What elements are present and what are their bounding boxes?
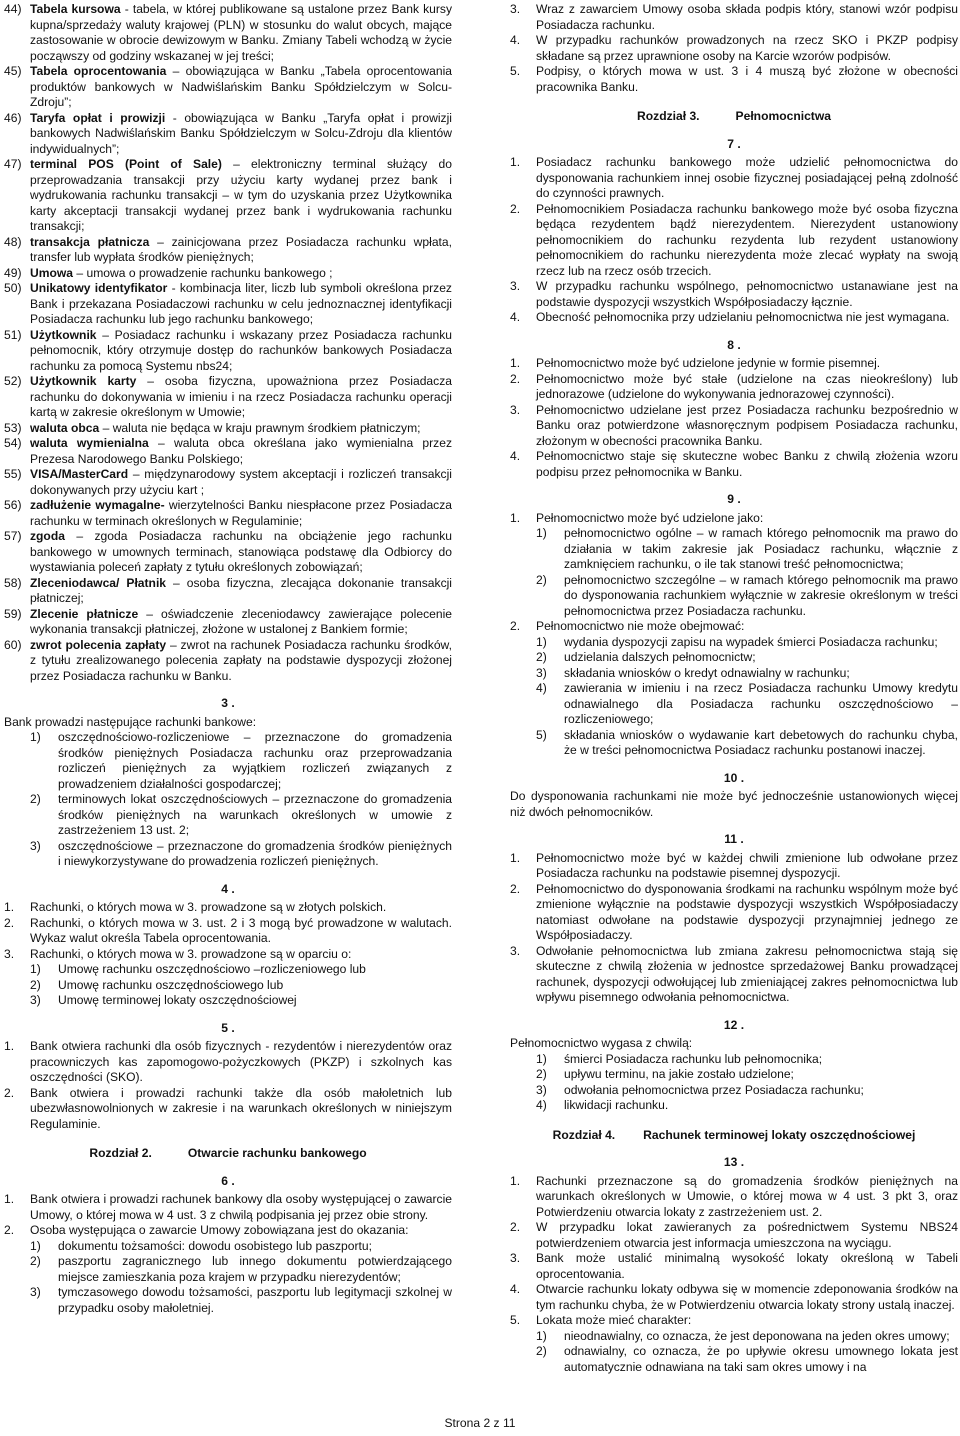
- list-item: 5) składania wniosków o wydawanie kart debetowych do rachunku chyba, że w treści pełnomocnictwa Posiadacz rachunku postanowi inaczej.: [536, 727, 958, 757]
- list-item: 1. Pełnomocnictwo może być udzielone jako:: [510, 510, 764, 525]
- definition-text: [30, 638, 452, 685]
- list-item: 1) nieodnawialny, co oznacza, że jest deponowana na jeden okres umowy;: [536, 1328, 950, 1343]
- definition-body: – waluta obca określana jako wymienialna przez Prezesa Narodowego Banku Polskiego;: [30, 436, 452, 466]
- list-item: 1) śmierci Posiadacza rachunku lub pełnomocnika;: [536, 1051, 823, 1066]
- definition-text: [30, 111, 452, 158]
- list-item: 4) zawierania w imieniu i na rzecz Posiadacza rachunku Umowy kredytu odnawialnego dla Posiadacza rachunku oszczędnościowo –rozliczeniowego;: [536, 681, 958, 726]
- definition-number: 50): [4, 281, 22, 295]
- left-column: [4, 2, 452, 1316]
- definition-term: terminal POS (Point of Sale): [30, 157, 222, 171]
- definition-text: [30, 2, 452, 64]
- list-item: 2. Pełnomocnikiem Posiadacza rachunku bankowego może być osoba fizyczna będąca rezydentem bądź nierezydentem. Nierezydent ustanowiony pełnomocnikiem do rachunku rezydenta lub rezydent ustanowiony pełnomocnikiem do rachunku nierezydenta może zlecać wypłaty na swoją rzecz lub na rzecz osób trzecich.: [510, 201, 958, 278]
- definition-text: [30, 498, 452, 529]
- definition-number: 54): [4, 436, 22, 450]
- definition-item: [4, 467, 452, 498]
- chapter-title: Otwarcie rachunku bankowego: [187, 1146, 367, 1160]
- list-item: 2) upływu terminu, na jakie zostało udzielone;: [536, 1067, 794, 1081]
- list-item: 2. Rachunki, o których mowa w 3. ust. 2 i 3 mogą być prowadzone w walutach. Wykaz walut określa Tabela oprocentowania.: [4, 915, 452, 945]
- definition-item: [4, 498, 452, 529]
- chapter-title: Pełnomocnictwa: [735, 109, 831, 123]
- definition-number: 56): [4, 498, 22, 512]
- definition-term: Tabela kursowa: [30, 2, 121, 16]
- definition-term: Unikatowy identyfikator: [30, 281, 168, 295]
- list-item: 1. Bank otwiera i prowadzi rachunek bankowy dla osoby występującej o zawarcie Umowy, o której mowa w 4 ust. 3 z chwilą podpisania jej przez obie strony.: [4, 1192, 452, 1222]
- list-item: 4) likwidacji rachunku.: [536, 1098, 669, 1112]
- definition-body: - obowiązująca w Banku „Taryfa opłat i prowizji bankowych Nadwiślańskim Banku Spółdzielczym w Solcu-Zdroju dla klientów indywidualnych”;: [30, 110, 452, 156]
- definition-text: [30, 529, 452, 576]
- section-13-title: 13 .: [723, 1155, 745, 1169]
- definition-number: 48): [4, 234, 22, 249]
- list-item: 2. W przypadku lokat zawieranych za pośrednictwem Systemu NBS24 potwierdzeniem otwarcia jest informacja umieszczona na wyciągu.: [510, 1220, 958, 1250]
- list-item: 3) Umowę terminowej lokaty oszczędnościowej: [30, 993, 297, 1007]
- list-item: 1) wydania dyspozycji zapisu na wypadek śmierci Posiadacza rachunku;: [536, 634, 938, 649]
- definition-term: VISA/MasterCard: [30, 467, 129, 481]
- definition-item: [4, 2, 452, 64]
- definition-item: [4, 374, 452, 421]
- definition-item: [4, 235, 452, 266]
- list-item: 1) dokumentu tożsamości: dowodu osobistego lub paszportu;: [30, 1238, 372, 1253]
- definition-body: – zgoda Posiadacza rachunku na obciążenie jego rachunku bankowego w umownych terminach, stanowiąca podstawę dla Odbiorcy do wystawiania poleceń zapłaty z tytułu określonych zobowiązań;: [30, 529, 452, 574]
- definition-body: – elektroniczny terminal służący do przeprowadzania transakcji przy użyciu karty wydanej przez bank i wydrukowania rachunku transakcji – w tym do uzyskania przez Użytkownika karty akceptacji transakcji wydanej przez bank i wydrukowania rachunku transakcji;: [30, 157, 452, 233]
- page-number: Strona 2 z 11: [444, 1416, 516, 1430]
- list-item: 3) odwołania pełnomocnictwa przez Posiadacza rachunku;: [536, 1082, 864, 1097]
- list-item: 2. Osoba występująca o zawarcie Umowy zobowiązana jest do okazania:: [4, 1223, 409, 1237]
- list-item: 1) Umowę rachunku oszczędnościowo –rozliczeniowego lub: [30, 962, 366, 976]
- list-item: 4. Obecność pełnomocnika przy udzielaniu pełnomocnictwa nie jest wymagana.: [510, 310, 950, 324]
- chapter-3-heading: [510, 109, 958, 125]
- section-12-title: 12 .: [723, 1017, 745, 1032]
- list-item: 2) udzielania dalszych pełnomocnictw;: [536, 650, 756, 664]
- list-item: 5. Lokata może mieć charakter:: [510, 1313, 692, 1327]
- definition-body: - kombinacja liter, liczb lub symboli określona przez Bank i przekazana Posiadaczowi rachunku w celu jednoznacznej identyfikacji Posiadacza rachunku lub jego rachunku bankowego;: [30, 281, 452, 326]
- list-item: 2. Pełnomocnictwo może być stałe (udzielone na czas nieokreślony) lub jednorazowe (udzielone do wykonywania jednorazowej czynności).: [510, 371, 958, 401]
- list-item: 4. Otwarcie rachunku lokaty odbywa się w momencie zdeponowania środków na tym rachunku chyba, że w Potwierdzeniu otwarcia lokaty strony ustalą inaczej.: [510, 1282, 958, 1312]
- definition-text: [30, 157, 452, 235]
- list-item: 3. Wraz z zawarciem Umowy osoba składa podpis który, stanowi wzór podpisu Posiadacza rachunku.: [510, 2, 958, 32]
- chapter-number: Rozdział 4.: [552, 1127, 616, 1142]
- list-item: 3. Rachunki, o których mowa w 3. prowadzone są w oparciu o:: [4, 946, 352, 961]
- definition-term: Taryfa opłat i prowizji: [30, 110, 166, 125]
- definition-text: [30, 436, 452, 467]
- list-item: 1. Rachunki, o których mowa w 3. prowadzone są w złotych polskich.: [4, 900, 387, 914]
- list-item: 2) odnawialny, co oznacza, że po upływie okresu umownego lokata jest automatycznie odnawiana na taki sam okres umowy i na: [536, 1344, 958, 1374]
- definition-number: 58): [4, 575, 22, 590]
- list-item: 3. W przypadku rachunku wspólnego, pełnomocnictwo ustanawiane jest na podstawie dyspozycji wszystkich Współposiadaczy łącznie.: [510, 279, 958, 309]
- definition-text: [30, 607, 452, 638]
- chapter-2-heading: [4, 1146, 452, 1162]
- definition-number: 49): [4, 265, 22, 280]
- definition-term: zadłużenie wymagalne-: [30, 498, 165, 512]
- definition-text: [30, 281, 452, 328]
- definition-number: 55): [4, 467, 22, 481]
- definition-term: Użytkownik karty: [30, 374, 137, 388]
- definition-term: waluta wymienialna: [30, 436, 149, 450]
- definition-item: [4, 328, 452, 375]
- chapter-title: Rachunek terminowej lokaty oszczędnościowej: [643, 1127, 916, 1142]
- definition-item: [4, 576, 452, 607]
- definition-number: 60): [4, 637, 22, 652]
- definition-term: waluta obca: [30, 420, 100, 435]
- section-6-title: 6 .: [221, 1173, 235, 1188]
- definition-body: – osoba fizyczna, upoważniona przez Posiadacza rachunku do dokonywania w imieniu i na rzecz Posiadacza rachunku operacji kartą w zakresie określonym w Umowie;: [30, 374, 452, 419]
- definition-term: Tabela oprocentowania: [30, 64, 167, 78]
- definition-body: – obowiązująca w Banku „Tabela oprocentowania produktów bankowych w Nadwiślańskim Banku Spółdzielczym w Solcu-Zdroju”;: [30, 64, 452, 109]
- definition-text: [30, 266, 452, 282]
- definition-item: [4, 638, 452, 685]
- definition-body: wierzytelności Banku niespłacone przez Posiadacza rachunku w terminach określonych w Regulaminie;: [30, 498, 452, 528]
- definition-number: 46): [4, 110, 22, 125]
- list-item: 2) pełnomocnictwo szczególne – w ramach którego pełnomocnik ma prawo do dysponowania rachunkiem wyłącznie w zakresie określonym w treści pełnomocnictwa przez Posiadacza rachunku.: [536, 572, 958, 618]
- definition-term: Użytkownik: [30, 327, 97, 342]
- definition-text: [30, 374, 452, 421]
- section-3-items: [4, 730, 452, 870]
- right-column: [510, 2, 958, 1375]
- section-8-title: 8 .: [727, 337, 741, 352]
- list-item: 3) składania wniosków o kredyt odnawialny w rachunku;: [536, 665, 850, 680]
- chapter-number: Rozdział 3.: [637, 109, 700, 123]
- list-item: 1. Pełnomocnictwo może być udzielone jedynie w formie pisemnej.: [510, 356, 881, 370]
- definition-term: Umowa: [30, 265, 74, 280]
- section-3-title: 3 .: [221, 696, 235, 710]
- definition-term: zgoda: [30, 529, 65, 543]
- definition-item: [4, 421, 452, 437]
- definition-term: zwrot polecenia zapłaty: [30, 637, 167, 652]
- section-5-title: 5 .: [221, 1020, 235, 1035]
- definition-body: – waluta nie będąca w kraju prawnym środkiem płatniczym;: [102, 420, 421, 435]
- definition-item: [4, 157, 452, 235]
- list-item: 4. W przypadku rachunków prowadzonych na rzecz SKO i PKZP podpisy składane są przez uprawnione osoby na Karcie wzorów podpisów.: [510, 33, 958, 63]
- definition-number: 52): [4, 374, 22, 388]
- section-10-text: Do dysponowania rachunkami nie może być jednocześnie ustanowionych więcej niż dwóch pełnomocników.: [510, 789, 958, 819]
- definition-number: 44): [4, 2, 22, 16]
- definition-item: [4, 266, 452, 282]
- definition-term: transakcja płatnicza: [30, 234, 150, 249]
- definition-item: [4, 111, 452, 158]
- chapter-number: Rozdział 2.: [89, 1146, 152, 1160]
- definition-number: 45): [4, 64, 22, 78]
- list-item: 1. Pełnomocnictwo może być w każdej chwili zmienione lub odwołane przez Posiadacza rachunku na podstawie pisemnej dyspozycji.: [510, 850, 958, 880]
- list-item: 5. Podpisy, o których mowa w ust. 3 i 4 muszą być złożone w obecności pracownika Banku.: [510, 64, 958, 94]
- list-item: 2) Umowę rachunku oszczędnościowego lub: [30, 977, 284, 992]
- list-item: 3) oszczędnościowe – przeznaczone do gromadzenia środków pieniężnych i niewykorzystywane do prowadzenia rozliczeń pieniężnych.: [30, 838, 452, 868]
- list-item: 1. Posiadacz rachunku bankowego może udzielić pełnomocnictwa do dysponowania rachunkiem innej osobie fizycznej posiadającej pełną zdolność do czynności prawnych.: [510, 155, 958, 200]
- definition-text: [30, 421, 452, 437]
- definition-number: 53): [4, 420, 22, 435]
- definition-number: 51): [4, 327, 22, 342]
- list-item: 2. Bank otwiera i prowadzi rachunki także dla osób małoletnich lub ubezwłasnowolnionych w zakresie i na warunkach określonych w niniejszym Regulaminie.: [4, 1085, 452, 1131]
- list-item: 2. Pełnomocnictwo do dysponowania środkami na rachunku wspólnym może być zmienione wyłącznie na podstawie dyspozycji wszystkich Współposiadaczy natomiast odwołane na podstawie dyspozycji przynajmniej jednego ze Współposiadaczy.: [510, 881, 958, 942]
- section-3-intro: Bank prowadzi następujące rachunki bankowe:: [4, 714, 257, 729]
- list-item: 1. Rachunki przeznaczone są do gromadzenia środków pieniężnych na warunkach określonych w Umowie, o której mowa w 4 ust. 3 pkt 3, oraz Potwierdzeniu otwarcia lokaty z zastrzeżeniem ust. 2.: [510, 1173, 958, 1219]
- list-item: 3. Pełnomocnictwo udzielane jest przez Posiadacza rachunku bezpośrednio w Banku oraz potwierdzone własnoręcznym podpisem Posiadacza rachunku, złożonym w obecności pracownika Banku.: [510, 402, 958, 448]
- list-item: 1) pełnomocnictwo ogólne – w ramach którego pełnomocnik ma prawo do działania w takim zakresie jak Posiadacz rachunku, włącznie z zamknięciem rachunku, o ile tak stanowi treść pełnomocnictwa;: [536, 526, 958, 571]
- definition-number: 59): [4, 606, 22, 621]
- section-4-title: 4 .: [221, 881, 235, 896]
- list-item: 2) terminowych lokat oszczędnościowych – przeznaczone do gromadzenia środków pieniężnych na warunkach określonych w umowie z zastrzeżeniem 13 ust. 2;: [30, 792, 452, 837]
- list-item: 4. Pełnomocnictwo staje się skuteczne wobec Banku z chwilą złożenia wzoru podpisu przez pełnomocnika w Banku.: [510, 449, 958, 479]
- definition-text: [30, 576, 452, 607]
- definition-text: [30, 467, 452, 498]
- definition-body: – oświadczenie zleceniodawcy zawierające polecenie wykonania transakcji płatniczej, złożone w ustalonej z Bankiem formie;: [30, 606, 452, 636]
- list-item: 3. Odwołanie pełnomocnictwa lub zmiana zakresu pełnomocnictwa stają się skuteczne z chwilą złożenia w jednostce sprzedażowej Banku prowadzącej rachunek, dyspozycji odwołującej lub zmieniającej zakres pełnomocnictwa lub wpływu pisemnego odwołania pełnomocnictwa.: [510, 943, 958, 1004]
- section-12-intro: Pełnomocnictwo wygasa z chwilą:: [510, 1036, 693, 1050]
- definition-item: [4, 436, 452, 467]
- definition-number: 47): [4, 157, 22, 171]
- definition-text: [30, 64, 452, 111]
- section-11-title: 11 .: [724, 832, 744, 846]
- definition-body: – osoba fizyczna, zlecająca dokonanie transakcji płatniczej;: [30, 575, 452, 605]
- definition-text: [30, 328, 452, 375]
- definition-body: – umowa o prowadzenie rachunku bankowego ;: [76, 265, 333, 280]
- definition-term: Zlecenie płatnicze: [30, 606, 139, 621]
- definition-body: - tabela, w której publikowane są ustalone przez Bank kursy kupna/sprzedaży waluty krajowej (PLN) w stosunku do walut obcych, mające zastosowanie w obrocie dewizowym w Banku. Zmiany Tabeli wchodzą w życie począwszy od godziny wskazanej w jej treści;: [30, 2, 453, 63]
- definition-item: [4, 64, 452, 111]
- list-item: 3. Bank może ustalić minimalną wysokość lokaty określoną w Tabeli oprocentowania.: [510, 1251, 958, 1281]
- definitions-list: [4, 2, 452, 684]
- list-item: 3) tymczasowego dowodu tożsamości, paszportu lub legitymacji szkolnej w przypadku osoby małoletniej.: [30, 1285, 452, 1315]
- section-10-title: 10 .: [723, 770, 745, 785]
- definition-item: [4, 281, 452, 328]
- list-item: 2. Pełnomocnictwo nie może obejmować:: [510, 619, 745, 633]
- definition-body: – Posiadacz rachunku i wskazany przez Posiadacza rachunku pełnomocnik, który otrzymuje dostęp do rachunków bankowych Posiadacza rachunku za pomocą Systemu nbs24;: [30, 327, 452, 373]
- definition-item: [4, 607, 452, 638]
- list-item: 2) paszportu zagranicznego lub innego dokumentu potwierdzającego miejsce zamieszkania poza krajem w przypadku nierezydentów;: [30, 1254, 452, 1284]
- definition-body: – międzynarodowy system akceptacji i rozliczeń transakcji dokonywanych przy użyciu kart ;: [30, 467, 452, 497]
- definition-item: [4, 529, 452, 576]
- chapter-4-heading: [510, 1128, 958, 1144]
- list-item: 1) oszczędnościowo-rozliczeniowe – przeznaczone do gromadzenia środków pieniężnych Posiadacza rachunku oraz przeprowadzania rozliczeń pieniężnych za wyjątkiem rozliczeń związanych z prowadzeniem działalności gospodarczej;: [30, 730, 452, 791]
- definition-body: – zwrot na rachunek Posiadacza rachunku środków, z tytułu zrealizowanego polecenia zapłaty na podstawie dyspozycji złożonej przez Posiadacza rachunku w Banku.: [30, 637, 452, 683]
- section-9-title: 9 .: [727, 492, 741, 506]
- definition-text: [30, 235, 452, 266]
- definition-number: 57): [4, 529, 22, 543]
- section-7-title: 7 .: [727, 136, 741, 151]
- definition-body: – zainicjowana przez Posiadacza rachunku wpłata, transfer lub wypłata środków pieniężnych;: [30, 234, 452, 264]
- definition-term: Zleceniodawca/ Płatnik: [30, 575, 167, 590]
- list-item: 1. Bank otwiera rachunki dla osób fizycznych - rezydentów i nierezydentów oraz pracowniczych kas zapomogowo-pożyczkowych (PKZP) i szkolnych kas oszczędności (SKO).: [4, 1039, 452, 1084]
